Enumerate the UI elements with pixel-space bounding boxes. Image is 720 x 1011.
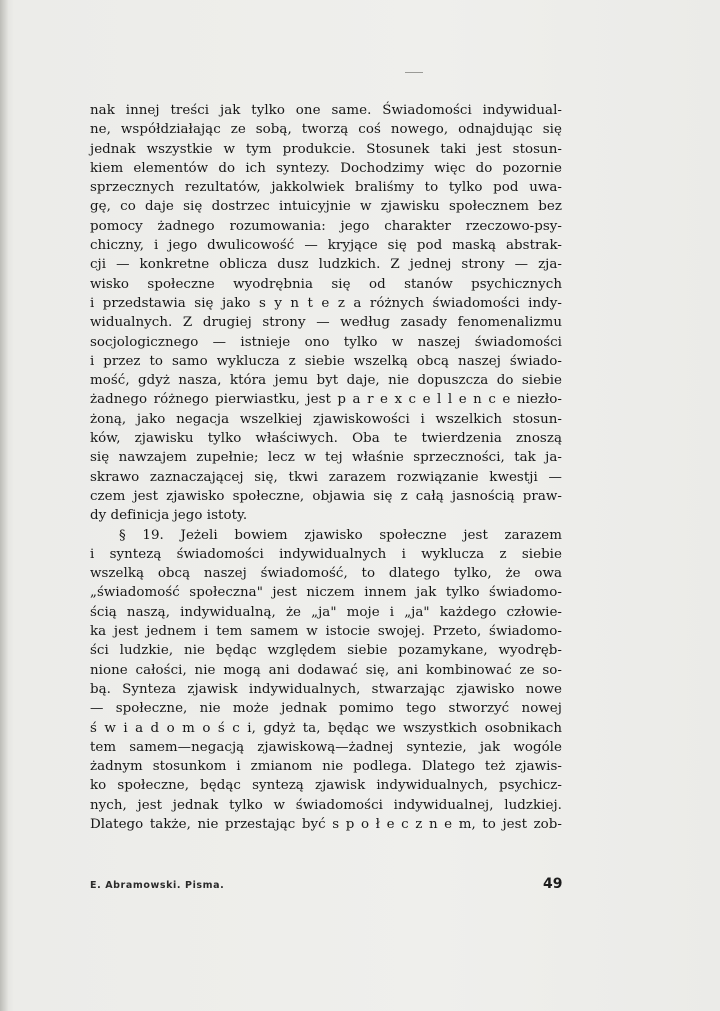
text-line: ścią naszą, indywidualną, że „ja" moje i „ja" każdego człowie- — [90, 604, 562, 620]
text-line: pomocy żadnego rozumowania: jego charakter rzeczowo-psy- — [90, 218, 562, 234]
page-number: 49 — [543, 876, 563, 892]
text-line: ka jest jednem i tem samem w istocie swojej. Przeto, świadomo- — [90, 624, 562, 640]
text-line: czem jest zjawisko społeczne, objawia się z całą jasnością praw- — [90, 488, 562, 504]
text-line: wisko społeczne wyodrębnia się od stanów psychicznych — [90, 276, 562, 292]
text-line: i przez to samo wyklucza z siebie wszelką obcą naszej świado- — [90, 353, 562, 369]
text-line: ści ludzkie, nie będąc względem siebie pozamykane, wyodręb- — [90, 643, 562, 659]
text-line: cji — konkretne oblicza dusz ludzkich. Z jednej strony — zja- — [90, 257, 562, 273]
text-line: tem samem—negacją zjawiskową—żadnej syntezie, jak wogóle — [90, 739, 562, 755]
section-heading-line: § 19. Jeżeli bowiem zjawisko społeczne jest zarazem — [119, 527, 562, 543]
text-line: socjologicznego — istnieje ono tylko w naszej świadomości — [90, 334, 562, 350]
text-line: gę, co daje się dostrzec intuicyjnie w zjawisku społecznem bez — [90, 199, 562, 215]
text-line: kiem elementów do ich syntezy. Dochodzimy więc do pozornie — [90, 160, 562, 176]
text-line: nych, jest jednak tylko w świadomości indywidualnej, ludzkiej. — [90, 797, 562, 813]
text-line: ków, zjawisku tylko właściwych. Oba te twierdzenia znoszą — [90, 431, 562, 447]
footer-signature: E. Abramowski. Pisma. — [90, 880, 225, 891]
text-line: ne, współdziałając ze sobą, tworzą coś nowego, odnajdując się — [90, 122, 562, 138]
scan-edge-shadow — [0, 0, 8, 1011]
text-line: i syntezą świadomości indywidualnych i wyklucza z siebie — [90, 546, 562, 562]
text-line: żoną, jako negacja wszelkiej zjawiskowości i wszelkich stosun- — [90, 411, 562, 427]
text-line: Dlatego także, nie przestając być s p o ł e c z n e m, to jest zob- — [90, 816, 562, 832]
text-line: ko społeczne, będąc syntezą zjawisk indywidualnych, psychicz- — [90, 778, 562, 794]
text-line: wszelką obcą naszej świadomość, to dlatego tylko, że owa — [90, 566, 562, 582]
text-line: żadnym stosunkom i zmianom nie podlega. Dlatego też zjawis- — [90, 759, 562, 775]
text-line: — społeczne, nie może jednak pomimo tego stworzyć nowej — [90, 701, 562, 717]
scan-mark — [405, 72, 423, 73]
text-line: jednak wszystkie w tym produkcie. Stosunek taki jest stosun- — [90, 141, 562, 157]
text-line: nak innej treści jak tylko one same. Świadomości indywidual- — [90, 103, 562, 118]
text-line: widualnych. Z drugiej strony — według zasady fenomenalizmu — [90, 315, 562, 331]
text-line: skrawo zaznaczającej się, tkwi zarazem rozwiązanie kwestji — — [90, 469, 562, 485]
body-text — [90, 101, 562, 834]
text-line: się nawzajem zupełnie; lecz w tej właśnie sprzeczności, tak ja- — [90, 450, 562, 466]
text-line: dy definicja jego istoty. — [90, 508, 248, 524]
text-line: i przedstawia się jako s y n t e z a różnych świadomości indy- — [90, 295, 562, 311]
text-line: sprzecznych rezultatów, jakkolwiek braliśmy to tylko pod uwa- — [90, 180, 562, 196]
text-line: mość, gdyż nasza, która jemu byt daje, nie dopuszcza do siebie — [90, 373, 562, 389]
text-line: bą. Synteza zjawisk indywidualnych, stwarzając zjawisko nowe — [90, 681, 562, 697]
text-line: żadnego różnego pierwiastku, jest p a r e x c e l l e n c e niezło- — [90, 392, 562, 408]
text-line: „świadomość społeczna" jest niczem innem jak tylko świadomo- — [90, 585, 562, 601]
text-line: nione całości, nie mogą ani dodawać się, ani kombinować ze so- — [90, 662, 562, 678]
text-line: chiczny, i jego dwulicowość — kryjące się pod maską abstrak- — [90, 238, 562, 254]
text-line: ś w i a d o m o ś c i, gdyż ta, będąc we wszystkich osobnikach — [90, 720, 562, 736]
